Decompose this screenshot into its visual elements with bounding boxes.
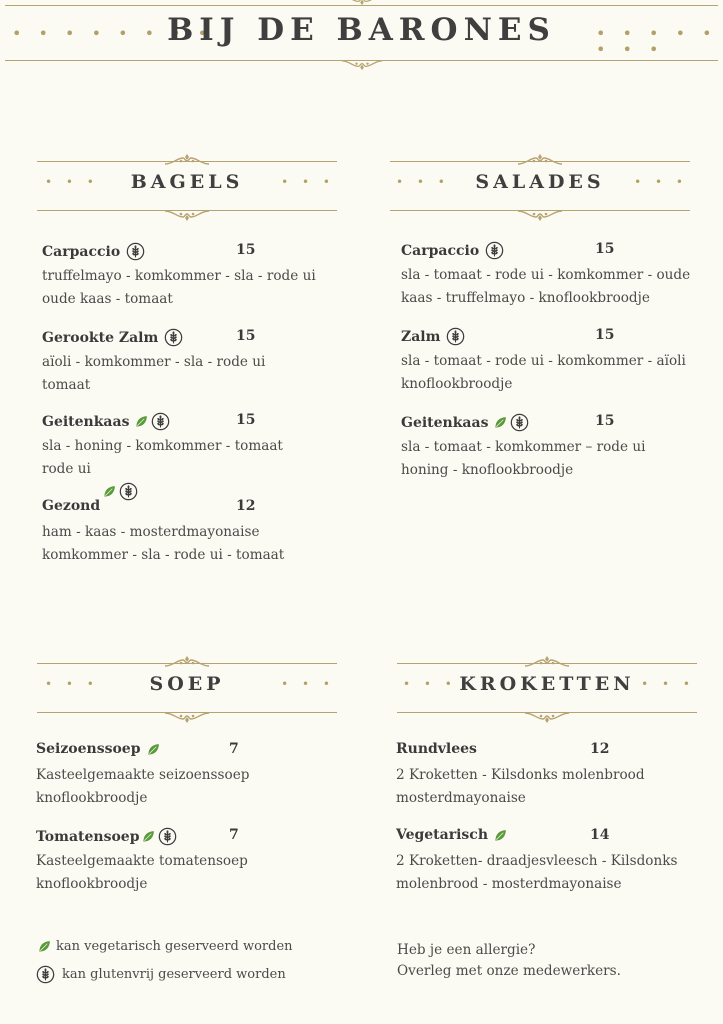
item-price: 15: [236, 412, 256, 428]
decor-dots-left: • • •: [396, 175, 450, 189]
wheat-icon: [36, 965, 55, 984]
decor-dots-left: • • •: [403, 677, 457, 691]
item-description: sla - tomaat - komkommer – rode ui honing - knoflookbroodje: [401, 439, 646, 478]
flourish-ornament-top: [523, 655, 571, 667]
item-price: 14: [590, 827, 610, 843]
item-name: Carpaccio: [401, 242, 480, 259]
menu-item-bagel-carpaccio: [42, 242, 332, 312]
item-name: Carpaccio: [42, 243, 121, 260]
flourish-ornament-top: [340, 0, 384, 6]
menu-item-bagel-gezond: [42, 498, 332, 568]
flourish-ornament-top: [163, 655, 211, 667]
leaf-icon: [103, 485, 116, 498]
item-description: sla - tomaat - rode ui - komkommer - oude kaas - truffelmayo - knoflookbroodje: [401, 267, 691, 306]
item-name: Vegetarisch: [396, 827, 488, 843]
menu-item-bagel-gerookte-zalm: [42, 328, 332, 398]
allergy-notice: [397, 940, 621, 982]
item-name: Gezond: [42, 498, 101, 514]
wheat-icon: [151, 412, 170, 431]
item-description: sla - honing - komkommer - tomaat rode ui: [42, 438, 283, 477]
menu-item-bagel-geitenkaas: [42, 412, 332, 482]
flourish-ornament-bottom: [523, 712, 571, 724]
menu-item-salade-geitenkaas: [401, 413, 701, 483]
item-name: Gerookte Zalm: [42, 329, 159, 346]
item-price: 12: [236, 498, 256, 514]
wheat-icon: [485, 241, 504, 260]
wheat-icon: [164, 328, 183, 347]
allergy-line: Heb je een allergie?: [397, 942, 536, 958]
decor-dots-right: • • •: [281, 175, 335, 189]
wheat-icon: [119, 482, 138, 501]
item-description: 2 Kroketten - Kilsdonks molenbrood mosterdmayonaise: [396, 767, 645, 806]
legend-gluten-free-text: kan glutenvrij geserveerd worden: [62, 967, 286, 982]
leaf-icon: [494, 416, 507, 429]
section-title-salades: SALADES: [475, 171, 605, 193]
leaf-icon: [494, 829, 507, 842]
flourish-ornament-top: [516, 153, 564, 165]
title-banner: [0, 0, 723, 72]
item-price: 12: [590, 741, 610, 757]
allergy-line: Overleg met onze medewerkers.: [397, 963, 621, 979]
section-title-soep: SOEP: [149, 673, 225, 695]
item-description: ham - kaas - mosterdmayonaise komkommer - sla - rode ui - tomaat: [42, 524, 285, 563]
item-name: Tomatensoep: [36, 828, 140, 845]
item-description: sla - tomaat - rode ui - komkommer - aïoli knoflookbroodje: [401, 353, 686, 392]
item-price: 15: [595, 413, 615, 429]
section-header-bagels: [37, 153, 337, 217]
flourish-ornament-bottom: [516, 210, 564, 222]
divider-line: [390, 161, 690, 162]
menu-item-seizoenssoep: [36, 741, 336, 811]
decor-dots-left: • • •: [45, 677, 99, 691]
leaf-icon: [38, 940, 51, 953]
leaf-icon: [135, 415, 148, 428]
item-price: 15: [236, 328, 256, 344]
decor-dots-left: • • •: [45, 175, 99, 189]
divider-line: [397, 663, 697, 664]
decor-dots-right: • • • • • • • •: [596, 24, 718, 59]
section-header-soep: [37, 655, 337, 719]
item-name: Geitenkaas: [401, 414, 489, 431]
flourish-ornament-bottom: [163, 712, 211, 724]
item-price: 15: [236, 242, 256, 258]
menu-item-tomatensoep: [36, 827, 336, 897]
item-price: 15: [595, 327, 615, 343]
divider-line: [37, 161, 337, 162]
wheat-icon: [446, 327, 465, 346]
item-name: Zalm: [401, 328, 441, 345]
item-description: aïoli - komkommer - sla - rode ui tomaat: [42, 354, 266, 393]
menu-item-rundvlees: [396, 741, 706, 811]
item-price: 15: [595, 241, 615, 257]
item-description: 2 Kroketten- draadjesvleesch - Kilsdonks molenbrood - mosterdmayonaise: [396, 853, 678, 892]
leaf-icon: [142, 830, 155, 843]
flourish-ornament-top: [163, 153, 211, 165]
decor-dots-left: • • • • • • • •: [12, 24, 214, 43]
section-title-bagels: BAGELS: [130, 171, 244, 193]
menu-item-salade-carpaccio: [401, 241, 701, 311]
item-name: Seizoenssoep: [36, 741, 141, 757]
section-header-salades: [390, 153, 690, 217]
wheat-icon: [510, 413, 529, 432]
decor-dots-right: • • •: [641, 677, 695, 691]
section-header-kroketten: [397, 655, 697, 719]
leaf-icon: [147, 743, 160, 756]
item-price: 7: [229, 741, 239, 757]
menu-item-vegetarisch: [396, 827, 706, 897]
item-price: 7: [229, 827, 239, 843]
legend-vegetarian-text: kan vegetarisch geserveerd worden: [56, 939, 293, 954]
page-title: BIJ DE BARONES: [167, 12, 556, 48]
item-name: Rundvlees: [396, 741, 477, 757]
item-description: Kasteelgemaakte tomatensoep knoflookbroodje: [36, 853, 248, 892]
item-description: truffelmayo - komkommer - sla - rode ui oude kaas - tomaat: [42, 268, 316, 307]
wheat-icon: [126, 242, 145, 261]
flourish-ornament-bottom: [340, 60, 384, 71]
item-description: Kasteelgemaakte seizoenssoep knoflookbroodje: [36, 767, 250, 806]
menu-item-salade-zalm: [401, 327, 701, 397]
divider-line: [37, 663, 337, 664]
section-title-kroketten: KROKETTEN: [459, 673, 635, 695]
legend-gluten-free: [36, 965, 286, 984]
wheat-icon: [158, 827, 177, 846]
flourish-ornament-bottom: [163, 210, 211, 222]
decor-dots-right: • • •: [634, 175, 688, 189]
decor-dots-right: • • •: [281, 677, 335, 691]
item-name: Geitenkaas: [42, 413, 130, 430]
legend-vegetarian: [38, 939, 293, 954]
